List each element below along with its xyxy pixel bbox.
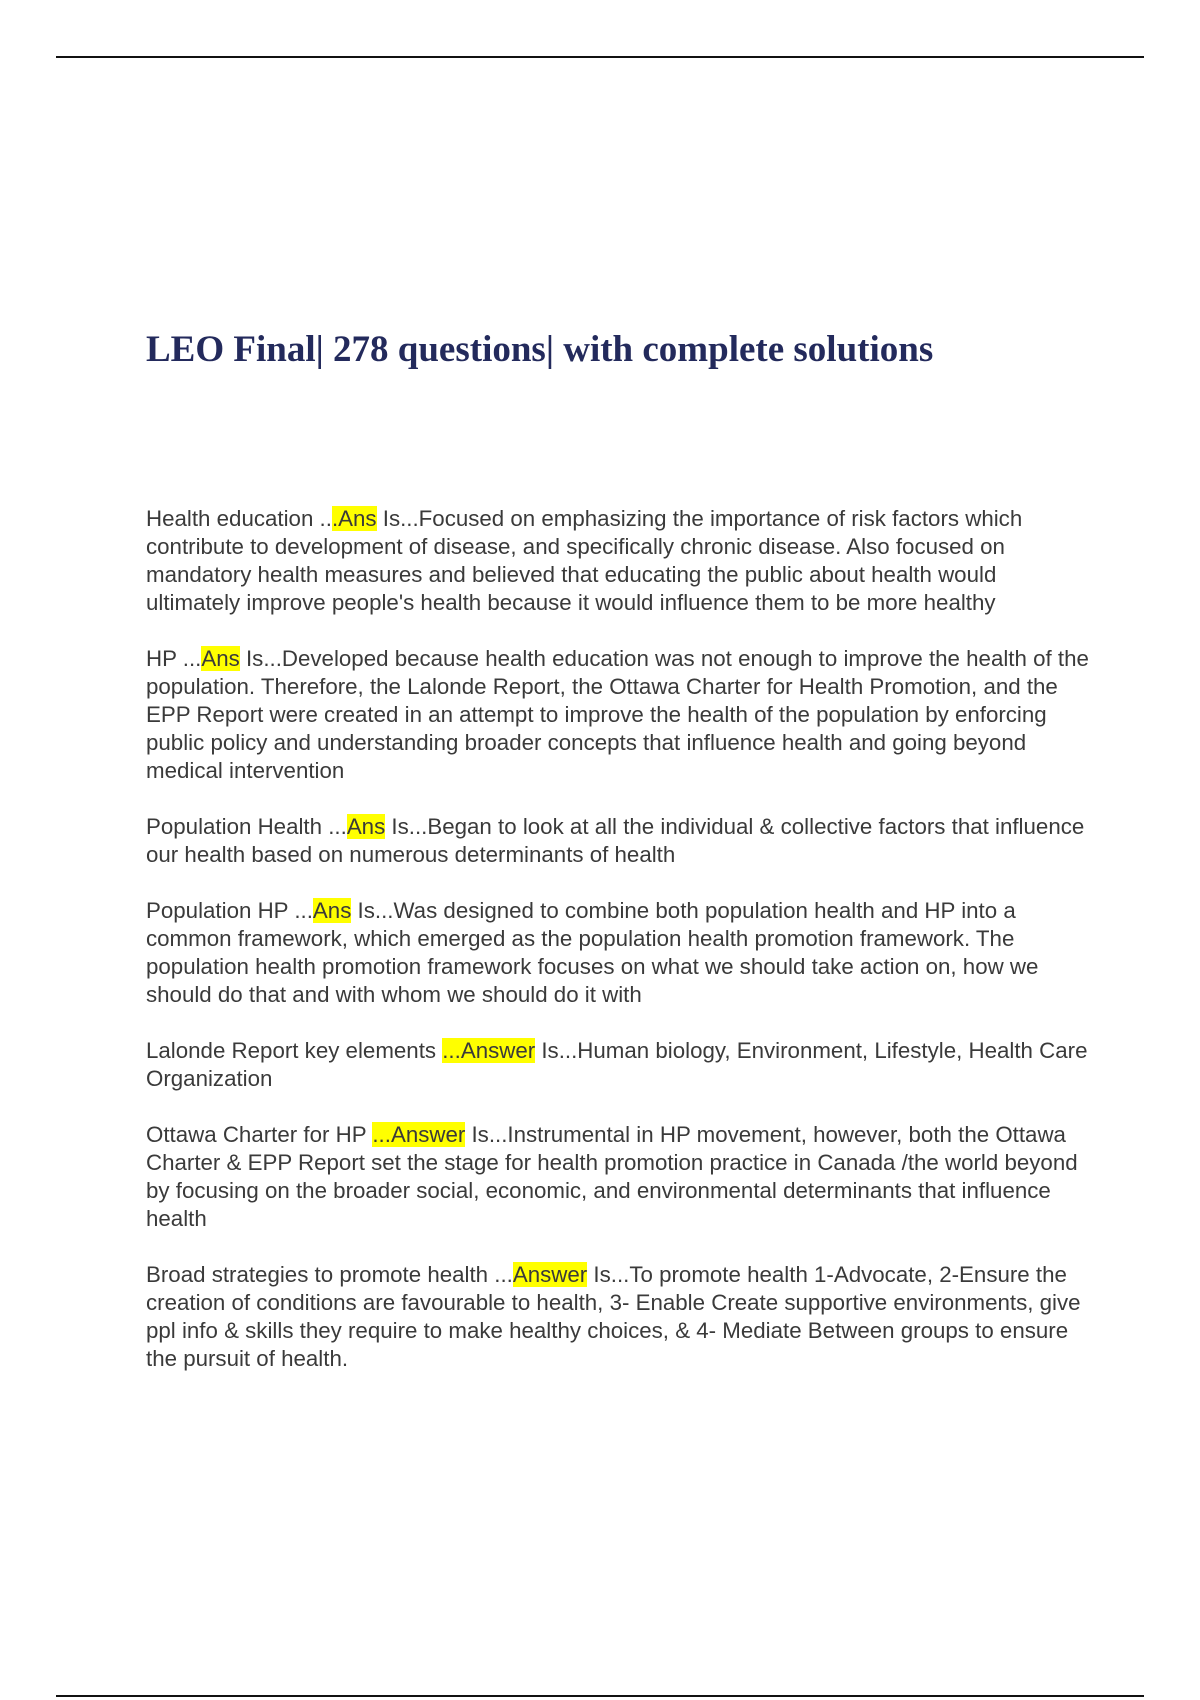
footer-rule <box>56 1695 1144 1697</box>
qa-entry-broad-strategies <box>146 1261 1096 1373</box>
document-title: LEO Final| 278 questions| with complete solutions <box>146 329 934 370</box>
answer-text: Is...To promote health 1-Advocate, 2-Ensure the creation of conditions are favourable to health, 3- Enable Create supportive environments, give ppl info & skills they require to make healthy choices, & 4- Mediate Between groups to ensure the pursuit of health. <box>146 1262 1081 1371</box>
question-text: Health education .. <box>146 506 332 531</box>
answer-text: Is...Instrumental in HP movement, however, both the Ottawa Charter & EPP Report set the stage for health promotion practice in Canada /the world beyond by focusing on the broader social, economic, and environmental determinants that influence health <box>146 1122 1078 1231</box>
question-text: Ottawa Charter for HP <box>146 1122 373 1147</box>
qa-list <box>146 505 1096 1401</box>
answer-marker-highlight: ...Answer <box>372 1122 466 1147</box>
answer-marker-highlight: .Ans <box>331 506 377 531</box>
question-text: Lalonde Report key elements <box>146 1038 443 1063</box>
header-rule <box>56 56 1144 58</box>
question-text: Broad strategies to promote health ... <box>146 1262 513 1287</box>
question-text: HP ... <box>146 646 202 671</box>
qa-entry-lalonde-report <box>146 1037 1096 1093</box>
answer-marker-highlight: Ans <box>346 814 386 839</box>
answer-marker-highlight: Ans <box>312 898 352 923</box>
qa-entry-population-health <box>146 813 1096 869</box>
answer-marker-highlight: Ans <box>201 646 240 671</box>
qa-entry-population-hp <box>146 897 1096 1009</box>
question-text: Population Health ... <box>146 814 347 839</box>
qa-entry-hp <box>146 645 1096 785</box>
answer-marker-highlight: Answer <box>512 1262 588 1287</box>
answer-marker-highlight: ...Answer <box>442 1038 536 1063</box>
question-text: Population HP ... <box>146 898 313 923</box>
qa-entry-health-education <box>146 505 1096 617</box>
answer-text: Is...Began to look at all the individual & collective factors that influence our health based on numerous determinants of health <box>146 814 1085 867</box>
answer-text: Is...Focused on emphasizing the importance of risk factors which contribute to development of disease, and specifically chronic disease. Also focused on mandatory health measures and believed that educating the public about health would ultimately improve people's health because it would influence them to be more healthy <box>146 506 1023 615</box>
answer-text: Is...Human biology, Environment, Lifestyle, Health Care Organization <box>146 1038 1088 1091</box>
answer-text: Is...Developed because health education was not enough to improve the health of the population. Therefore, the Lalonde Report, the Ottawa Charter for Health Promotion, and the EPP Report were created in an attempt to improve the health of the population by enforcing public policy and understanding broader concepts that influence health and going beyond medical intervention <box>146 646 1089 783</box>
answer-text: Is...Was designed to combine both population health and HP into a common framework, which emerged as the population health promotion framework. The population health promotion framework focuses on what we should take action on, how we should do that and with whom we should do it with <box>146 898 1039 1007</box>
qa-entry-ottawa-charter <box>146 1121 1096 1233</box>
